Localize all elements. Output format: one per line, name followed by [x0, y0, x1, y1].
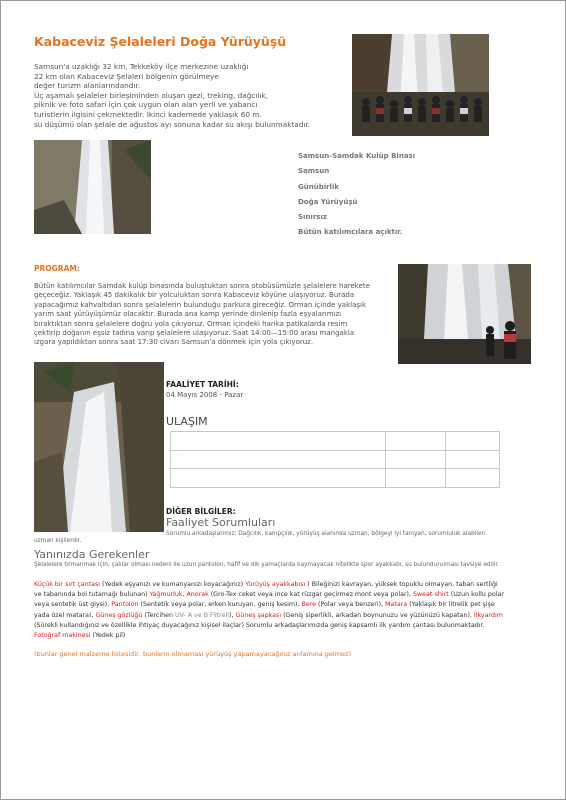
- item-desc: (Yaklaşık bir litrelik pet şişe yada özel matara),: [34, 601, 495, 619]
- intro-line: piknik ve foto safari için çok uygun olan alan yerli ve yabancı: [34, 100, 258, 110]
- intro-line: değer turizm alanlarındandır.: [34, 81, 141, 91]
- item-desc: (Sentetik veya polar, erken kuruyan, geniş kesim),: [138, 601, 302, 609]
- program-line: çektirip doğanın eşsiz tadına varıp şelalelere ulaşıyoruz. Saat 14:00—15:00 arası mangakla: [34, 329, 355, 338]
- table-cell: [446, 469, 500, 488]
- intro-line: su düşümü olan şelale de ağustos ayı sonuna kadar su akışı bulunmaktadır.: [34, 119, 311, 129]
- table-cell: [171, 432, 386, 451]
- program-paragraph: [34, 282, 396, 348]
- item-name: Yürüyüş ayakkabısı: [245, 581, 306, 588]
- waterfall-photo-1: [34, 140, 151, 234]
- waterfall-photo-2: [398, 264, 531, 364]
- item-name: Küçük bir sırt çantası: [34, 581, 101, 588]
- program-heading: PROGRAM:: [34, 264, 80, 273]
- item-desc: (Yedek eşyanızı ve kumanyanızı koyacağınız): [100, 581, 246, 588]
- item-name: Güneş gözlüğü: [95, 611, 143, 619]
- table-cell: [446, 450, 500, 469]
- table-cell: [386, 450, 446, 469]
- responsibles-heading: Faaliyet Sorumluları: [166, 516, 276, 529]
- intro-line: 22 km olan Kabaceviz Şelaleri bölgenin görülmeye: [34, 71, 219, 81]
- program-line: ızgara yapıldıktan sonra saat 17:30 civarı Samsun'a dönmek için yola çıkıyoruz.: [34, 338, 314, 347]
- group-photo-waterfall: [352, 34, 489, 136]
- responsibles-text-cont: uzman kişilerdir.: [34, 538, 82, 544]
- item-name: Bere: [301, 601, 316, 609]
- item-desc-faint: UV- A ve B Filtreli: [175, 611, 230, 619]
- program-line: Bütün katılımcılar Samdak kulüp binasında buluştuktan sonra otobüsümüzle şelalelere harekete: [34, 282, 370, 290]
- waterfall-photo-3: [34, 362, 164, 532]
- item-desc: (Tercihen: [142, 611, 175, 619]
- detail-activity: Doğa Yürüyüşü: [298, 197, 358, 206]
- detail-city: Samsun: [298, 167, 330, 176]
- table-row: [171, 469, 500, 488]
- item-desc: ),: [229, 611, 236, 619]
- item-desc: (Sürekli kullandığınız ve özellikle ihtiyaç duyacağınız kişisel ilaçlar) Sorumlu arkadaşlarımızda geniş kapsamlı ilk yardım çantası bulunmaktadır.: [34, 621, 485, 629]
- equipment-list: [34, 580, 504, 641]
- footer-note: (bunlar genel malzeme listesidir, bunların olmaması yürüyüş yapamayacağınız anlamına gelmez): [34, 650, 351, 658]
- detail-meeting-point: Samsun-Samdak Kulüp Binası: [298, 152, 416, 160]
- transport-table: [170, 431, 500, 488]
- item-name: Fotoğraf makinesi: [34, 632, 91, 640]
- table-row: [171, 450, 500, 469]
- item-name: Sweat-shirt: [413, 591, 449, 599]
- detail-duration: Günübirlik: [298, 182, 340, 191]
- activity-date-heading: FAALİYET TARİHİ:: [166, 380, 239, 389]
- activity-date: 04 Mayıs 2008 - Pazar: [166, 391, 244, 399]
- item-name: Pantolon: [111, 601, 139, 609]
- other-info-heading: DİĞER BİLGİLER:: [166, 507, 236, 516]
- intro-line: turistlerin ilgisini çekmektedir. İkinci kademede yaklaşık 60 m.: [34, 109, 262, 119]
- required-items-text: Şelalelere tırmanmak için, çalılar olması nedeni ile uzun pantolon, hafif ve dik yamaçlarda kaymayacak nitelikte spor ayakkabı, su bulundurulması tavsiye edilir.: [34, 562, 500, 568]
- intro-paragraph: [34, 62, 349, 129]
- item-desc: ( Bileğinizi kavrayan, yüksek topuklu olmayan, taban sertliği ve tabanında bol tutamağı bulunan): [34, 581, 498, 599]
- item-desc: (Uzun kollu polar veya sentetik üst giysi),: [34, 591, 504, 609]
- page-title: Kabaceviz Şelaleleri Doğa Yürüyüşü: [34, 34, 287, 49]
- program-line: bıraktıktan sonra şelalelere doğru yola çıkıyoruz. Orman içindeki harika patikalarda resim: [34, 319, 348, 328]
- item-desc: (Polar veya benzeri),: [316, 601, 386, 609]
- program-line: yapacağımız kahvaltıdan sonra şelalelerin bulunduğu parkura gireceğiz. Orman içinde yaklaşık: [34, 300, 367, 309]
- program-line: geçeceğiz. Yaklaşık 45 dakikalık bir yolculuktan sonra Kabaceviz köyüne ulaşıyoruz. Burada: [34, 291, 355, 300]
- item-name: Matara: [385, 601, 408, 609]
- item-name: Yağmurluk, Anorak: [149, 591, 209, 599]
- intro-line: Üç aşamalı şelaleler birleşiminden oluşan gezi, treking, dağcılık,: [34, 90, 269, 100]
- item-name: İlkyardım: [473, 611, 503, 619]
- table-cell: [446, 432, 500, 451]
- detail-capacity: Sınırsız: [298, 213, 327, 222]
- event-details: [298, 152, 415, 244]
- transport-heading: ULAŞIM: [166, 415, 208, 428]
- table-row: [171, 432, 500, 451]
- responsibles-text: Sorumlu arkadaşlarımız; Dağcılık, kampçılık, yürüyüş alanında uzman, bölgeyi iyi tanıyan, sorumluluk alabilen: [166, 531, 486, 537]
- intro-line: Samsun'a uzaklığı 32 km, Tekkeköy ilçe merkezine uzaklığı: [34, 62, 249, 71]
- table-cell: [386, 469, 446, 488]
- detail-participants: Bütün katılımcılara açıktır.: [298, 228, 403, 237]
- item-desc: (Yedek pil): [90, 632, 126, 640]
- table-cell: [386, 432, 446, 451]
- item-desc: (Geniş siperlikli, arkadan boynunuzu ve yüzünüzü kapatan),: [281, 611, 474, 619]
- program-line: yarım saat yürüyüşümüz olacaktır. Burada ana kamp yerinde dinlenip fazla eşyalarımızı: [34, 310, 342, 319]
- item-desc: (Gro-Tex ceket veya ince kat rüzgar geçirmez mont veya polar),: [208, 591, 414, 599]
- required-items-heading: Yanınızda Gerekenler: [34, 548, 150, 561]
- table-cell: [171, 469, 386, 488]
- table-cell: [171, 450, 386, 469]
- item-name: Güneş şapkası: [235, 611, 282, 619]
